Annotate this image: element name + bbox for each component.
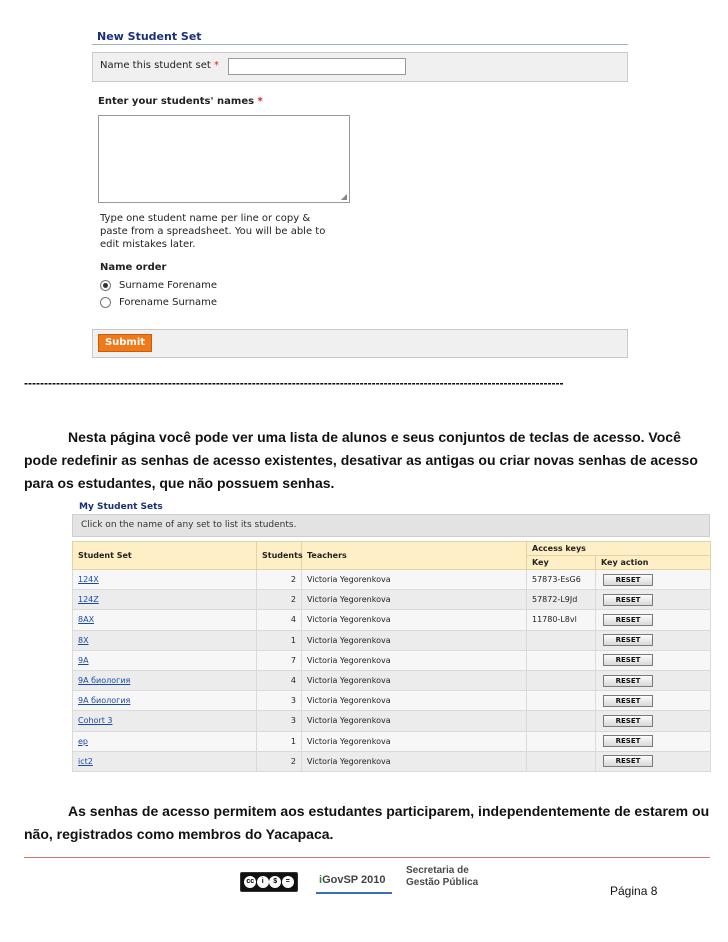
reset-button[interactable]: RESET (603, 614, 653, 626)
teacher-name: Victoria Yegorenkova (302, 670, 527, 690)
student-set-link[interactable]: ict2 (73, 751, 257, 771)
submit-row-panel (92, 329, 628, 358)
key-action-cell (596, 650, 711, 670)
student-count: 3 (257, 691, 302, 711)
page-number: Página 8 (610, 884, 658, 898)
access-key (527, 670, 596, 690)
reset-button[interactable]: RESET (603, 634, 653, 646)
access-key (527, 630, 596, 650)
radio-forename-surname[interactable]: Forename Surname (100, 297, 217, 308)
name-order-label: Name order (100, 262, 167, 273)
reset-button[interactable]: RESET (603, 715, 653, 727)
set-name-input[interactable] (228, 58, 406, 75)
no-derivatives-icon: = (282, 876, 294, 888)
header-key: Key (527, 556, 596, 570)
teacher-name: Victoria Yegorenkova (302, 650, 527, 670)
new-student-set-title: New Student Set (97, 30, 202, 43)
reset-button[interactable]: RESET (603, 735, 653, 747)
my-student-sets-title: My Student Sets (79, 502, 163, 512)
radio-surname-forename[interactable]: Surname Forename (100, 280, 217, 291)
access-key (527, 650, 596, 670)
key-action-cell (596, 731, 711, 751)
submit-button[interactable]: Submit (98, 334, 152, 352)
header-students: Students (257, 542, 302, 570)
reset-button[interactable]: RESET (603, 695, 653, 707)
teacher-name: Victoria Yegorenkova (302, 610, 527, 630)
access-key (527, 731, 596, 751)
student-set-link[interactable]: 8X (73, 630, 257, 650)
student-sets-table (72, 541, 711, 772)
secretaria-logo: Secretaria de Gestão Pública (406, 865, 479, 888)
table-row (73, 670, 711, 690)
student-count: 2 (257, 570, 302, 590)
key-action-cell (596, 670, 711, 690)
student-count: 7 (257, 650, 302, 670)
table-row (73, 711, 711, 731)
student-count: 4 (257, 670, 302, 690)
header-key-action: Key action (596, 556, 711, 570)
required-mark: * (213, 60, 219, 71)
header-teachers: Teachers (302, 542, 527, 570)
key-action-cell (596, 610, 711, 630)
reset-button[interactable]: RESET (603, 675, 653, 687)
student-count: 1 (257, 630, 302, 650)
teacher-name: Victoria Yegorenkova (302, 691, 527, 711)
key-action-cell (596, 751, 711, 771)
reset-button[interactable]: RESET (603, 654, 653, 666)
names-hint: Type one student name per line or copy & paste from a spreadsheet. You will be able to edit mistakes later. (100, 213, 326, 250)
student-set-link[interactable]: 9A биология (73, 670, 257, 690)
teacher-name: Victoria Yegorenkova (302, 590, 527, 610)
footer-divider (24, 857, 710, 858)
reset-button[interactable]: RESET (603, 574, 653, 586)
student-set-link[interactable]: 9A биология (73, 691, 257, 711)
student-set-link[interactable]: Cohort 3 (73, 711, 257, 731)
paragraph-yacapaca: As senhas de acesso permitem aos estudantes participarem, independentemente de estarem ou não, registrados como membros do Yacapaca. (24, 803, 710, 842)
teacher-name: Victoria Yegorenkova (302, 731, 527, 751)
table-row (73, 691, 711, 711)
student-sets-panel (72, 514, 710, 774)
key-action-cell (596, 691, 711, 711)
access-key: 57872-L9Jd (527, 590, 596, 610)
table-row (73, 590, 711, 610)
access-key: 57873-EsG6 (527, 570, 596, 590)
table-row (73, 630, 711, 650)
header-student-set: Student Set (73, 542, 257, 570)
radio-unselected-icon[interactable] (100, 297, 111, 308)
student-count: 3 (257, 711, 302, 731)
student-count: 2 (257, 751, 302, 771)
paragraph-access-keys: Nesta página você pode ver uma lista de alunos e seus conjuntos de teclas de acesso. Você pode redefinir as senhas de acesso existentes, desativar as antigas ou criar novas senhas de acesso para os estudantes, que não possuem senhas. (24, 429, 698, 491)
noncommercial-icon: $ (269, 876, 281, 888)
radio-selected-icon[interactable] (100, 280, 111, 291)
student-sets-info: Click on the name of any set to list its students. (72, 514, 710, 537)
creative-commons-badge (240, 872, 298, 892)
table-row (73, 570, 711, 590)
key-action-cell (596, 711, 711, 731)
separator-line: --------------------------------------------------------------------------------------------------------------------------------------- (24, 376, 564, 390)
reset-button[interactable]: RESET (603, 755, 653, 767)
student-set-link[interactable]: 9A (73, 650, 257, 670)
igovsp-logo: iGovSP 2010 (319, 874, 386, 886)
header-access-keys: Access keys (527, 542, 711, 556)
student-set-link[interactable]: 8AX (73, 610, 257, 630)
student-set-link[interactable]: ep (73, 731, 257, 751)
reset-button[interactable]: RESET (603, 594, 653, 606)
teacher-name: Victoria Yegorenkova (302, 711, 527, 731)
teacher-name: Victoria Yegorenkova (302, 751, 527, 771)
table-row (73, 731, 711, 751)
key-action-cell (596, 570, 711, 590)
student-names-label: Enter your students' names * (98, 96, 263, 107)
set-name-label: Name this student set * (100, 60, 219, 71)
student-set-link[interactable]: 124X (73, 570, 257, 590)
igovsp-underline (316, 892, 392, 894)
access-key (527, 751, 596, 771)
table-row (73, 751, 711, 771)
access-key: 11780-L8vl (527, 610, 596, 630)
access-key (527, 691, 596, 711)
student-count: 4 (257, 610, 302, 630)
title-divider (92, 44, 628, 45)
key-action-cell (596, 630, 711, 650)
table-row (73, 610, 711, 630)
student-set-link[interactable]: 124Z (73, 590, 257, 610)
student-names-textarea[interactable] (98, 115, 350, 203)
access-key (527, 711, 596, 731)
resize-grip-icon[interactable]: ◢ (340, 192, 347, 201)
teacher-name: Victoria Yegorenkova (302, 630, 527, 650)
cc-icon: cc (244, 876, 256, 888)
student-count: 2 (257, 590, 302, 610)
table-row (73, 650, 711, 670)
student-count: 1 (257, 731, 302, 751)
attribution-icon: i (257, 876, 269, 888)
teacher-name: Victoria Yegorenkova (302, 570, 527, 590)
key-action-cell (596, 590, 711, 610)
required-mark: * (257, 96, 263, 107)
